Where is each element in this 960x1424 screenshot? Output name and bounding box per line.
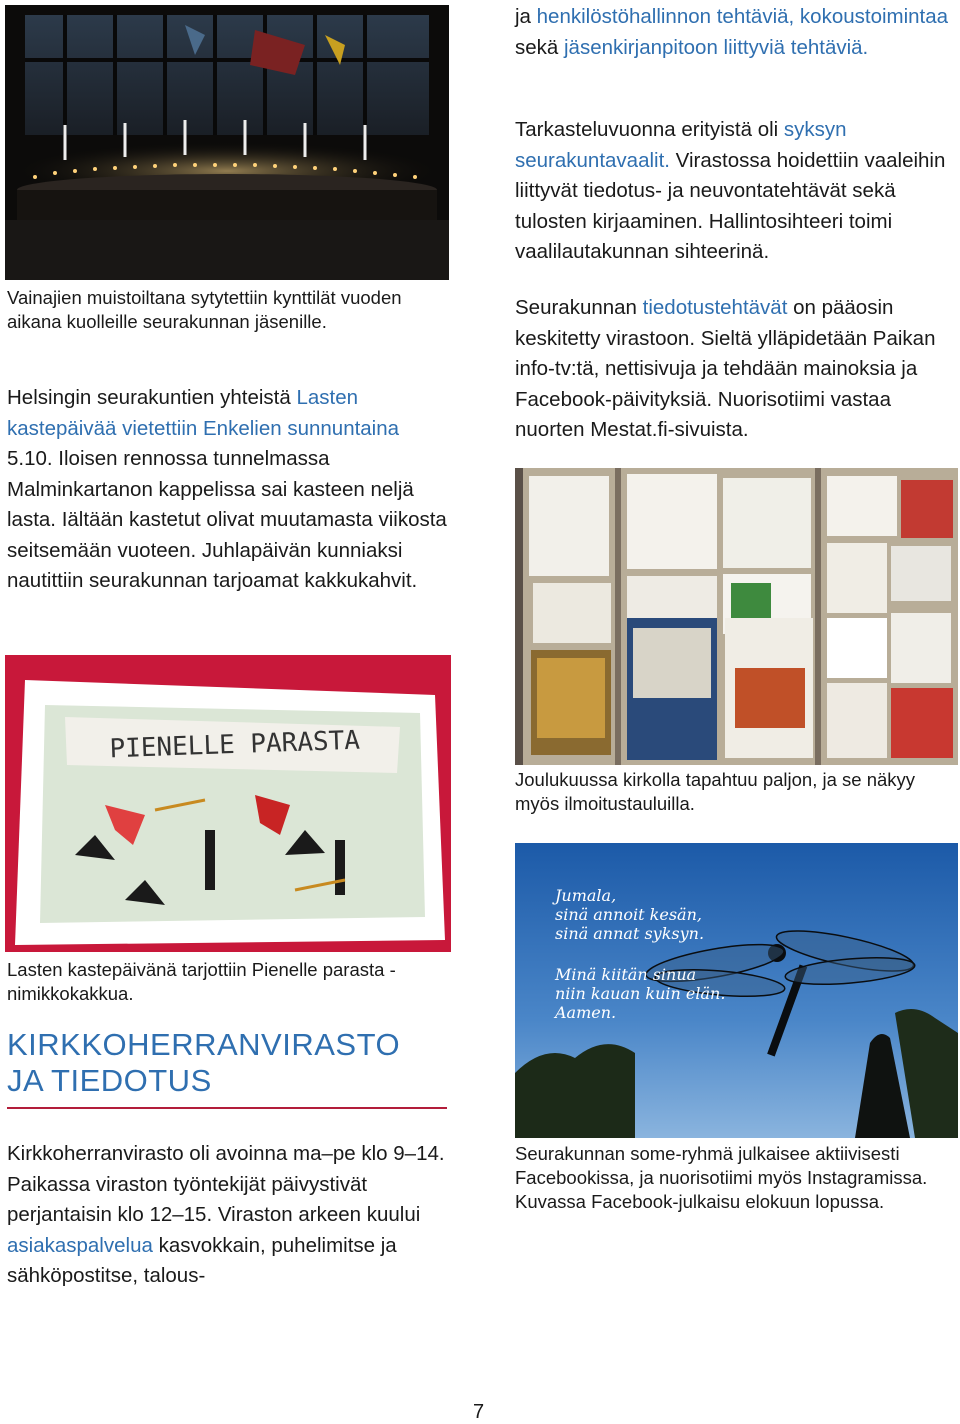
link-asiakaspalvelu[interactable]: asiakaspalvelua: [7, 1233, 153, 1257]
poem-line-3: sinä annat syksyn.: [555, 924, 705, 943]
caption-noticeboard: Joulukuussa kirkolla tapahtuu paljon, ja se näkyy myös ilmoitustauluilla.: [515, 769, 916, 814]
link-henkilostohallinto[interactable]: henkilöstöhallinnon tehtäviä, kokoustoimintaa: [536, 5, 949, 28]
text-span: Seurakunnan: [515, 296, 643, 319]
paragraph-kastepaiva: [7, 383, 447, 597]
poem-line-4: Minä kiitän sinua: [555, 965, 697, 984]
poem-line-5: niin kauan kuin elän.: [555, 984, 726, 1003]
caption-cake: Lasten kastepäivänä tarjottiin Pienelle parasta -nimikkokakkua.: [7, 959, 396, 1004]
page-number: 7: [473, 1401, 485, 1423]
heading-line-2: JA TIEDOTUS: [7, 1063, 212, 1098]
link-jasenkirjanpito[interactable]: jäsenkirjanpitoon liittyviä tehtäviä.: [564, 35, 869, 59]
paragraph-henkilosto: [515, 2, 955, 63]
poem-line-1: Jumala,: [555, 886, 617, 905]
text-span: Virastossa hoidettiin vaaleihin liittyvät tiedotus- ja neuvontatehtävät sekä tulosten kirjaaminen. Hallintosihteeri toimi vaalilautakunnan sihteerinä.: [515, 148, 946, 263]
paragraph-vaalit: [515, 115, 955, 268]
poem-line-2: sinä annoit kesän,: [555, 905, 702, 924]
text-span: Tarkasteluvuonna erityistä oli: [515, 118, 784, 141]
text-span: sekä: [515, 35, 564, 59]
text-span: on pääosin keskitetty virastoon. Sieltä ylläpidetään Paikan info-tv:tä, nettisivuja ja tehdään mainoksia ja Facebook-päivityksiä. Nuorisotiimi vastaa nuorten Mestat.fi-sivuista.: [515, 296, 936, 441]
noticeboard-photo: [515, 468, 958, 765]
paragraph-tiedotus: [515, 293, 955, 446]
section-heading: [7, 1027, 447, 1099]
text-span: kasvokkain, puhelimitse ja sähköpostitse, talous-: [7, 1233, 397, 1287]
text-span: ja: [515, 5, 537, 28]
link-tiedotustehtavat[interactable]: tiedotustehtävät: [642, 296, 788, 319]
text-span: Helsingin seurakuntien yhteistä: [7, 386, 297, 409]
link-lasten-kastepaiva[interactable]: Lasten kastepäivää vietettiin Enkelien sunnuntaina: [7, 386, 400, 440]
text-span: 5.10. Iloisen rennossa tunnelmassa Malminkartanon kappelissa sai kasteen neljä lasta. Iältään kastetut olivat muutamasta viikosta seitsemään vuoteen. Juhlapäivän kunniaksi nautittiin seurakunnan tarjoamat kakkukahvit.: [7, 447, 447, 592]
cake-photo: [5, 655, 451, 952]
dragonfly-photo: [515, 843, 958, 1138]
paragraph-virasto: [7, 1139, 447, 1292]
text-span: Kirkkoherranvirasto oli avoinna ma–pe klo 9–14. Paikassa viraston työntekijät päivystivät perjantaisin klo 12–15. Viraston arkeen kuului: [7, 1142, 445, 1226]
poem-line-6: Aamen.: [555, 1003, 617, 1022]
candles-photo: [5, 5, 449, 280]
heading-rule: [7, 1107, 447, 1109]
heading-line-1: KIRKKOHERRANVIRASTO: [7, 1027, 401, 1062]
caption-candles: Vainajien muistoiltana sytytettiin kynttilät vuoden aikana kuolleille seurakunnan jäsenille.: [7, 287, 402, 332]
cake-text: PIENELLE PARASTA: [109, 725, 361, 765]
link-seurakuntavaalit[interactable]: syksyn seurakuntavaalit.: [515, 118, 847, 172]
caption-dragonfly: Seurakunnan some-ryhmä julkaisee aktiivisesti Facebookissa, ja nuorisotiimi myös Instagramissa. Kuvassa Facebook-julkaisu elokuun lopussa.: [515, 1143, 928, 1212]
